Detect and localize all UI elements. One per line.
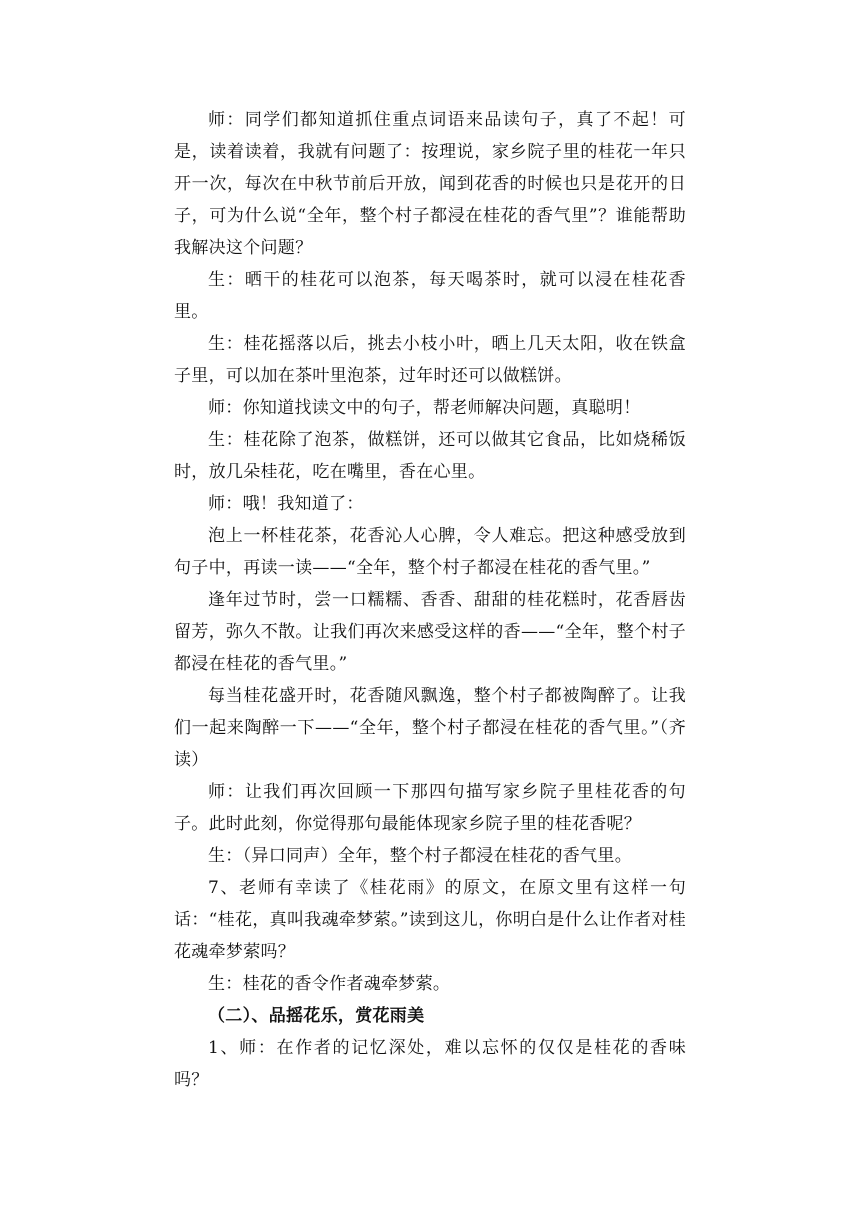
paragraph-original-text: 7、老师有幸读了《桂花雨》的原文，在原文里有这样一句话：“桂花，真叫我魂牵梦萦。”读到这儿，你明白是什么让作者对桂花魂牵梦萦吗？ [174,878,686,962]
paragraph-student-chorus: 生：（异口同声）全年，整个村子都浸在桂花的香气里。 [208,846,632,866]
paragraph-teacher-realize: 师：哦！我知道了： [208,494,364,514]
paragraph-bloom-reading: 每当桂花盛开时，花香随风飘逸，整个村子都被陶醉了。让我们一起来陶醉一下——“全年，整个村子都浸在桂花的香气里。”（齐读） [174,686,686,770]
paragraph-student-answer-3: 生：桂花除了泡茶，做糕饼，还可以做其它食品，比如烧稀饭时，放几朵桂花，吃在嘴里，香在心里。 [174,430,686,482]
paragraph-teacher-review: 师：让我们再次回顾一下那四句描写家乡院子里桂花香的句子。此时此刻，你觉得那句最能体现家乡院子里的桂花香呢？ [174,782,686,834]
document-body [174,104,686,1096]
paragraph-student-answer-2: 生：桂花摇落以后，挑去小枝小叶，晒上几天太阳，收在铁盒子里，可以加在茶叶里泡茶，过年时还可以做糕饼。 [174,334,686,386]
section-heading: （二）、品摇花乐，赏花雨美 [208,1006,425,1026]
paragraph-teacher-question: 师：同学们都知道抓住重点词语来品读句子，真了不起！可是，读着读着，我就有问题了：按理说，家乡院子里的桂花一年只开一次，每次在中秋节前后开放，闻到花香的时候也只是花开的日子，可为什么说“全年，整个村子都浸在桂花的香气里”？谁能帮助我解决这个问题？ [174,110,686,258]
paragraph-student-answer-4: 生：桂花的香令作者魂牵梦萦。 [208,974,451,994]
paragraph-cake-reading: 逢年过节时，尝一口糯糯、香香、甜甜的桂花糕时，花香唇齿留芳，弥久不散。让我们再次来感受这样的香——“全年，整个村子都浸在桂花的香气里。” [174,590,686,674]
paragraph-tea-reading: 泡上一杯桂花茶，花香沁人心脾，令人难忘。把这种感受放到句子中，再读一读——“全年，整个村子都浸在桂花的香气里。” [174,526,686,578]
paragraph-teacher-memory: 1、师：在作者的记忆深处，难以忘怀的仅仅是桂花的香味吗？ [174,1038,686,1090]
paragraph-teacher-praise: 师：你知道找读文中的句子，帮老师解决问题，真聪明！ [208,398,641,418]
paragraph-student-answer-1: 生：晒干的桂花可以泡茶，每天喝茶时，就可以浸在桂花香里。 [174,270,686,322]
